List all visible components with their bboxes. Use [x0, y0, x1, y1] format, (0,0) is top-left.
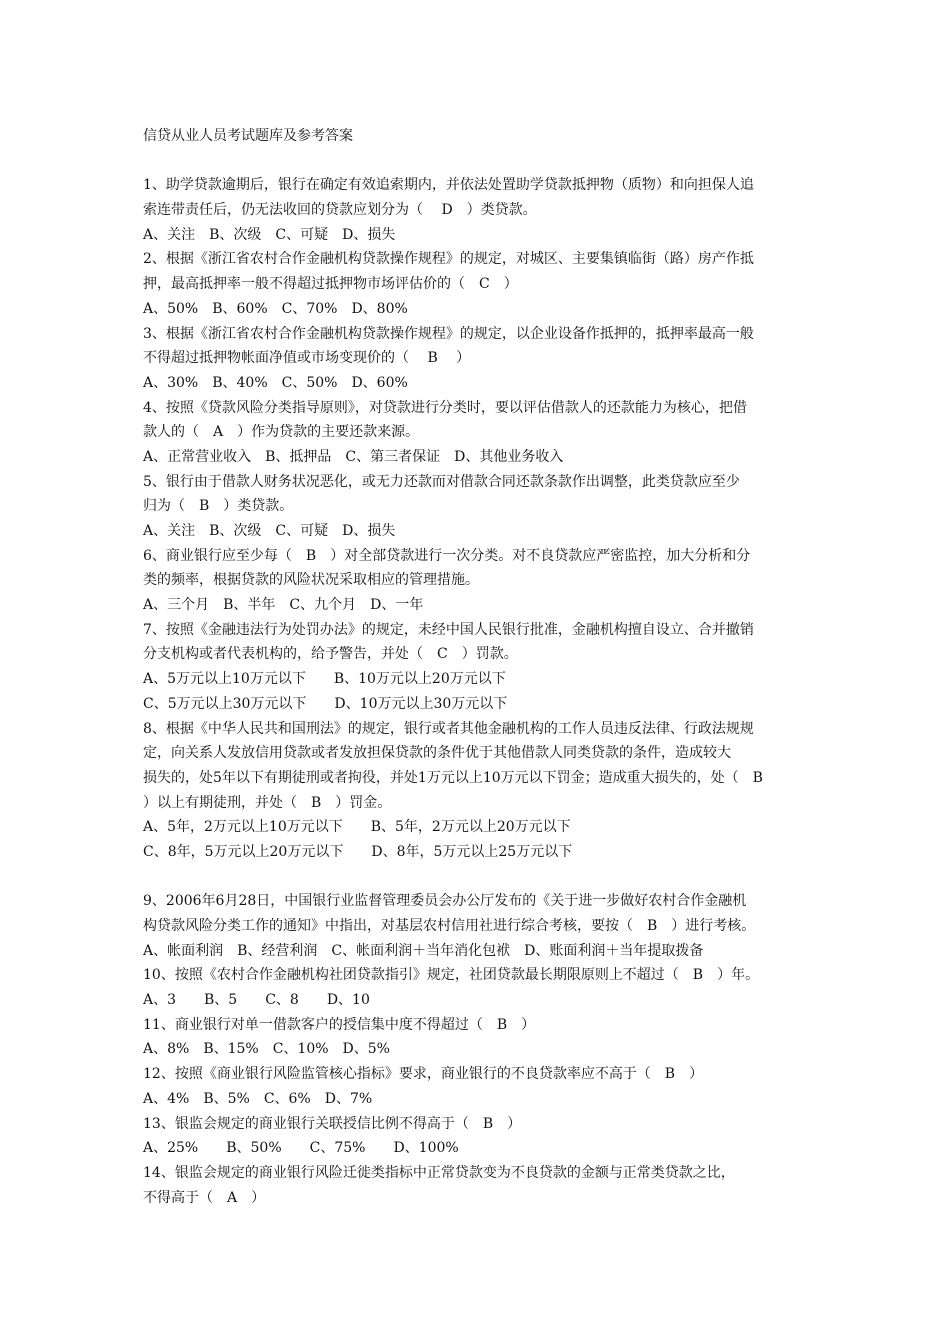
document-body	[143, 124, 813, 1210]
text-line: A、正常营业收入 B、抵押品 C、第三者保证 D、其他业务收入	[143, 448, 564, 465]
text-line: 款人的（ A ）作为贷款的主要还款来源。	[143, 424, 420, 441]
text-line: 类的频率，根据贷款的风险状况采取相应的管理措施。	[143, 572, 479, 589]
text-line: A、帐面利润 B、经营利润 C、帐面利润＋当年消化包袱 D、账面利润＋当年提取拨备	[143, 942, 704, 959]
text-line: 归为（ B ）类贷款。	[143, 498, 294, 515]
text-line: ）以上有期徒刑，并处（ B ）罚金。	[143, 794, 392, 811]
text-line: 11、商业银行对单一借款客户的授信集中度不得超过（ B ）	[143, 1016, 536, 1033]
question-block-1-8	[143, 173, 813, 864]
text-line: C、5万元以上30万元以下 D、10万元以上30万元以下	[143, 695, 508, 712]
text-line: 12、按照《商业银行风险监管核心指标》要求，商业银行的不良贷款率应不高于（ B ）	[143, 1066, 704, 1083]
text-line: 不得高于（ A ）	[143, 1189, 266, 1206]
text-line: 9、2006年6月28日，中国银行业监督管理委员会办公厅发布的《关于进一步做好农村合作金融机	[143, 893, 747, 910]
text-line: 分支机构或者代表机构的，给予警告，并处（ C ）罚款。	[143, 646, 518, 663]
text-line: 7、按照《金融违法行为处罚办法》的规定，未经中国人民银行批准，金融机构擅自设立、合并撤销	[143, 621, 754, 638]
text-line: A、4% B、5% C、6% D、7%	[143, 1090, 373, 1107]
text-line: 1、助学贷款逾期后，银行在确定有效追索期内，并依法处置助学贷款抵押物（质物）和向担保人追	[143, 177, 754, 194]
text-line: 5、银行由于借款人财务状况恶化，或无力还款而对借款合同还款条款作出调整，此类贷款应至少	[143, 473, 740, 490]
text-line: 8、根据《中华人民共和国刑法》的规定，银行或者其他金融机构的工作人员违反法律、行政法规规	[143, 720, 754, 737]
text-line: 不得超过抵押物帐面净值或市场变现价的（ B ）	[143, 350, 471, 367]
text-line: A、25% B、50% C、75% D、100%	[143, 1140, 459, 1157]
text-line: 4、按照《贷款风险分类指导原则》，对贷款进行分类时，要以评估借款人的还款能力为核心，把借	[143, 399, 747, 416]
text-line: A、5年，2万元以上10万元以下 B、5年，2万元以上20万元以下	[143, 819, 571, 836]
text-line: A、8% B、15% C、10% D、5%	[143, 1041, 390, 1058]
text-line: A、3 B、5 C、8 D、10	[143, 992, 370, 1009]
text-line: 10、按照《农村合作金融机构社团贷款指引》规定，社团贷款最长期限原则上不超过（ B ）年。	[143, 967, 760, 984]
text-line: A、5万元以上10万元以下 B、10万元以上20万元以下	[143, 671, 506, 688]
text-line: 构贷款风险分类工作的通知》中指出，对基层农村信用社进行综合考核，要按（ B ）进行考核。	[143, 918, 756, 934]
text-line: A、50% B、60% C、70% D、80%	[143, 300, 408, 317]
document-title: 信贷从业人员考试题库及参考答案	[143, 128, 353, 144]
text-line: 2、根据《浙江省农村合作金融机构贷款操作规程》的规定，对城区、主要集镇临街（路）房产作抵	[143, 251, 754, 268]
text-line: A、三个月 B、半年 C、九个月 D、一年	[143, 597, 424, 614]
question-block-9-14	[143, 889, 813, 1210]
text-line: A、关注 B、次级 C、可疑 D、损失	[143, 523, 396, 539]
text-line: 定，向关系人发放信用贷款或者发放担保贷款的条件优于其他借款人同类贷款的条件，造成较大	[143, 745, 731, 762]
text-line: 索连带责任后，仍无法收回的贷款应划分为（ D ）类贷款。	[143, 202, 537, 219]
text-line: A、关注 B、次级 C、可疑 D、损失	[143, 226, 396, 243]
text-line: A、30% B、40% C、50% D、60%	[143, 374, 408, 391]
text-line: 损失的，处5年以下有期徒刑或者拘役，并处1万元以上10万元以下罚金；造成重大损失的，处（ B	[143, 769, 763, 786]
text-line: 13、银监会规定的商业银行关联授信比例不得高于（ B ）	[143, 1115, 522, 1132]
text-line: 3、根据《浙江省农村合作金融机构贷款操作规程》的规定，以企业设备作抵押的，抵押率最高一般	[143, 325, 754, 342]
text-line: 6、商业银行应至少每（ B ）对全部贷款进行一次分类。对不良贷款应严密监控，加大分析和分	[143, 547, 751, 564]
text-line: 14、银监会规定的商业银行风险迁徙类指标中正常贷款变为不良贷款的金额与正常类贷款之比，	[143, 1164, 735, 1181]
text-line: 押，最高抵押率一般不得超过抵押物市场评估价的（ C ）	[143, 276, 518, 293]
text-line: C、8年，5万元以上20万元以下 D、8年，5万元以上25万元以下	[143, 843, 573, 860]
block-spacer	[143, 865, 813, 890]
